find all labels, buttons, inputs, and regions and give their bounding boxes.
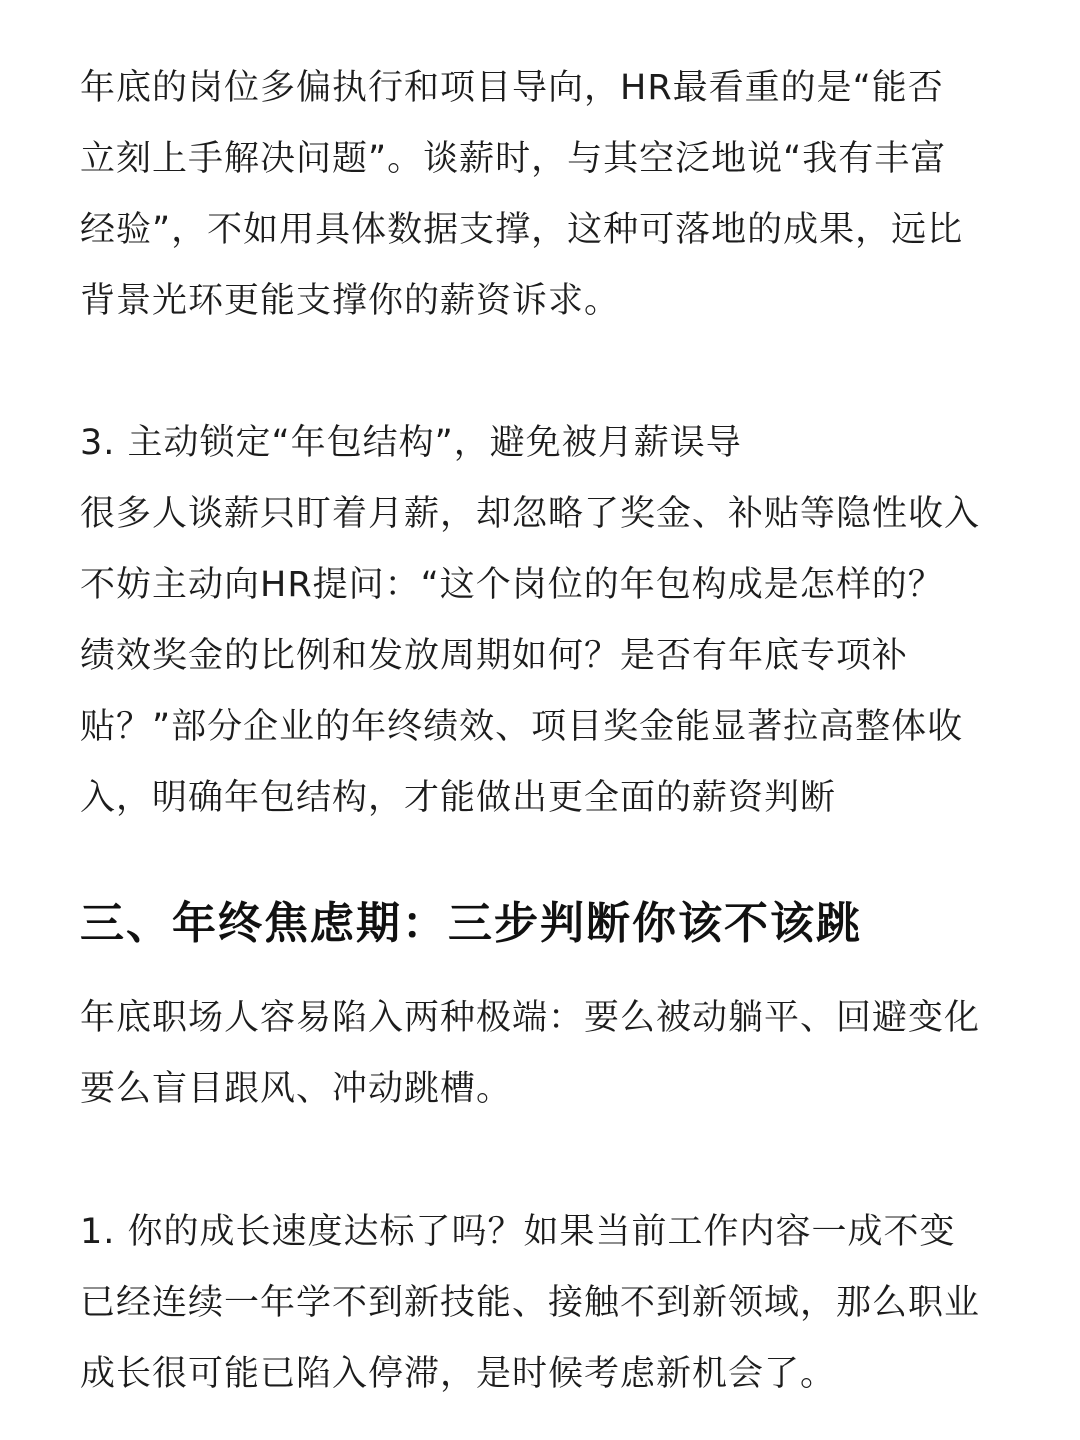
- paragraph-line: 年底职场人容易陷入两种极端：要么被动躺平、回避变化: [80, 998, 981, 1038]
- paragraph-line: 贴？”部分企业的年终绩效、项目奖金能显著拉高整体收: [80, 707, 964, 747]
- point-1-title: 1. 你的成长速度达标了吗？如果当前工作内容一成不变: [80, 1212, 956, 1252]
- section-heading: 三、年终焦虑期：三步判断你该不该跳: [80, 898, 862, 949]
- paragraph-line: 很多人谈薪只盯着月薪，却忽略了奖金、补贴等隐性收入: [80, 494, 981, 534]
- paragraph-line: 成长很可能已陷入停滞，是时候考虑新机会了。: [80, 1354, 837, 1394]
- paragraph-line: 已经连续一年学不到新技能、接触不到新领域，那么职业: [80, 1283, 981, 1323]
- paragraph-line: 绩效奖金的比例和发放周期如何？是否有年底专项补: [80, 636, 909, 676]
- paragraph-line: 经验”，不如用具体数据支撑，这种可落地的成果，远比: [80, 210, 964, 250]
- paragraph-line: 年底的岗位多偏执行和项目导向，HR最看重的是“能否: [80, 68, 944, 108]
- paragraph-line: 背景光环更能支撑你的薪资诉求。: [80, 281, 621, 321]
- paragraph-line: 立刻上手解决问题”。谈薪时，与其空泛地说“我有丰富: [80, 139, 947, 179]
- paragraph-line: 入，明确年包结构，才能做出更全面的薪资判断: [80, 778, 837, 818]
- paragraph-line: 不妨主动向HR提问：“这个岗位的年包构成是怎样的？: [80, 565, 944, 605]
- paragraph-line: 要么盲目跟风、冲动跳槽。: [80, 1069, 513, 1109]
- point-3-title: 3. 主动锁定“年包结构”，避免被月薪误导: [80, 423, 742, 463]
